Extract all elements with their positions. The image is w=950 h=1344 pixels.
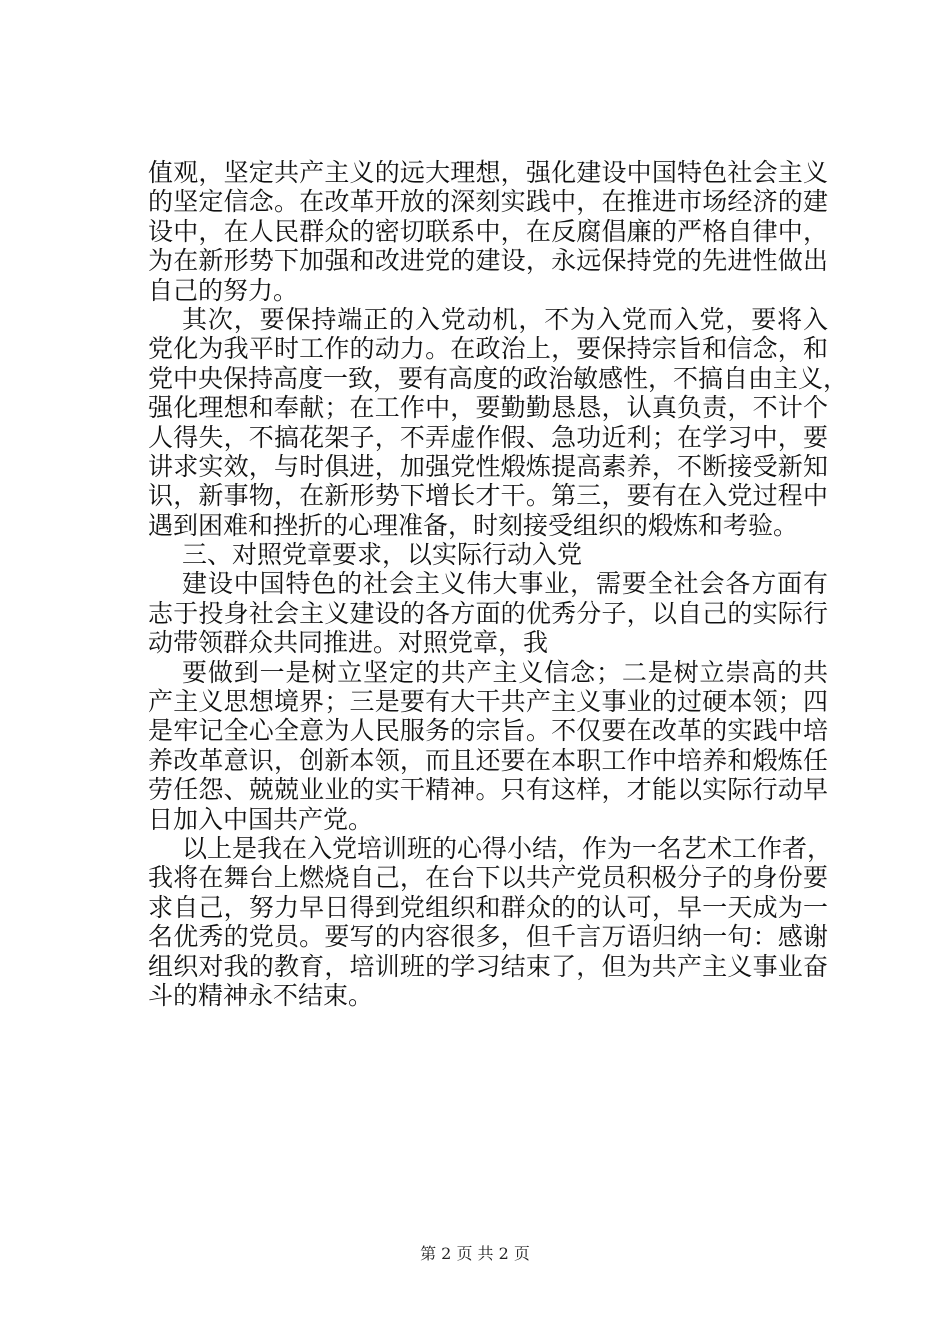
text-line: 设中，在人民群众的密切联系中，在反腐倡廉的严格自律中， (148, 216, 828, 246)
text-line: 识，新事物，在新形势下增长才干。第三，要有在入党过程中 (148, 481, 828, 511)
text-line: 我将在舞台上燃烧自己，在台下以共产党员积极分子的身份要 (148, 863, 828, 893)
text-line: 党中央保持高度一致，要有高度的政治敏感性，不搞自由主义， (148, 363, 849, 393)
paragraph-start-line: 其次，要保持端正的入党动机，不为入党而入党，要将入 (182, 304, 828, 334)
text-line: 日加入中国共产党。 (148, 804, 374, 834)
text-line: 的坚定信念。在改革开放的深刻实践中，在推进市场经济的建 (148, 187, 828, 217)
page-footer (0, 1244, 950, 1264)
text-line: 养改革意识，创新本领，而且还要在本职工作中培养和煅炼任 (148, 745, 828, 775)
paragraph-start-line: 要做到一是树立坚定的共产主义信念；二是树立崇高的共 (182, 657, 828, 687)
text-line: 组织对我的教育，培训班的学习结束了，但为共产主义事业奋 (148, 951, 828, 981)
text-line: 党化为我平时工作的动力。在政治上，要保持宗旨和信念，和 (148, 334, 828, 364)
body-text (148, 158, 849, 1010)
text-line: 讲求实效，与时俱进，加强党性煅炼提高素养，不断接受新知 (148, 451, 828, 481)
text-line: 产主义思想境界；三是要有大干共产主义事业的过硬本领；四 (148, 687, 828, 717)
text-line: 遇到困难和挫折的心理准备，时刻接受组织的煅炼和考验。 (148, 510, 799, 540)
text-line: 值观，坚定共产主义的远大理想，强化建设中国特色社会主义 (148, 158, 828, 187)
page-number-label: 第 2 页 共 2 页 (420, 1244, 530, 1263)
text-line: 为在新形势下加强和改进党的建设，永远保持党的先进性做出 (148, 246, 828, 276)
text-line: 是牢记全心全意为人民服务的宗旨。不仅要在改革的实践中培 (148, 716, 828, 746)
paragraph-start-line: 建设中国特色的社会主义伟大事业，需要全社会各方面有 (182, 569, 828, 599)
text-line: 求自己，努力早日得到党组织和群众的的认可，早一天成为一 (148, 892, 828, 922)
text-line: 志于投身社会主义建设的各方面的优秀分子，以自己的实际行 (148, 598, 828, 628)
text-line: 动带领群众共同推进。对照党章，我 (148, 628, 549, 658)
text-line: 强化理想和奉献；在工作中，要勤勤恳恳，认真负责，不计个 (148, 393, 828, 423)
text-line: 斗的精神永不结束。 (148, 980, 374, 1010)
text-line: 劳任怨、兢兢业业的实干精神。只有这样，才能以实际行动早 (148, 775, 828, 805)
text-line: 人得失，不搞花架子，不弄虚作假、急功近利；在学习中，要 (148, 422, 828, 452)
paragraph-start-line: 以上是我在入党培训班的心得小结，作为一名艺术工作者， (182, 833, 833, 863)
section-heading: 三、对照党章要求，以实际行动入党 (182, 540, 583, 570)
text-line: 名优秀的党员。要写的内容很多，但千言万语归纳一句：感谢 (148, 922, 828, 952)
text-line: 自己的努力。 (148, 275, 299, 305)
